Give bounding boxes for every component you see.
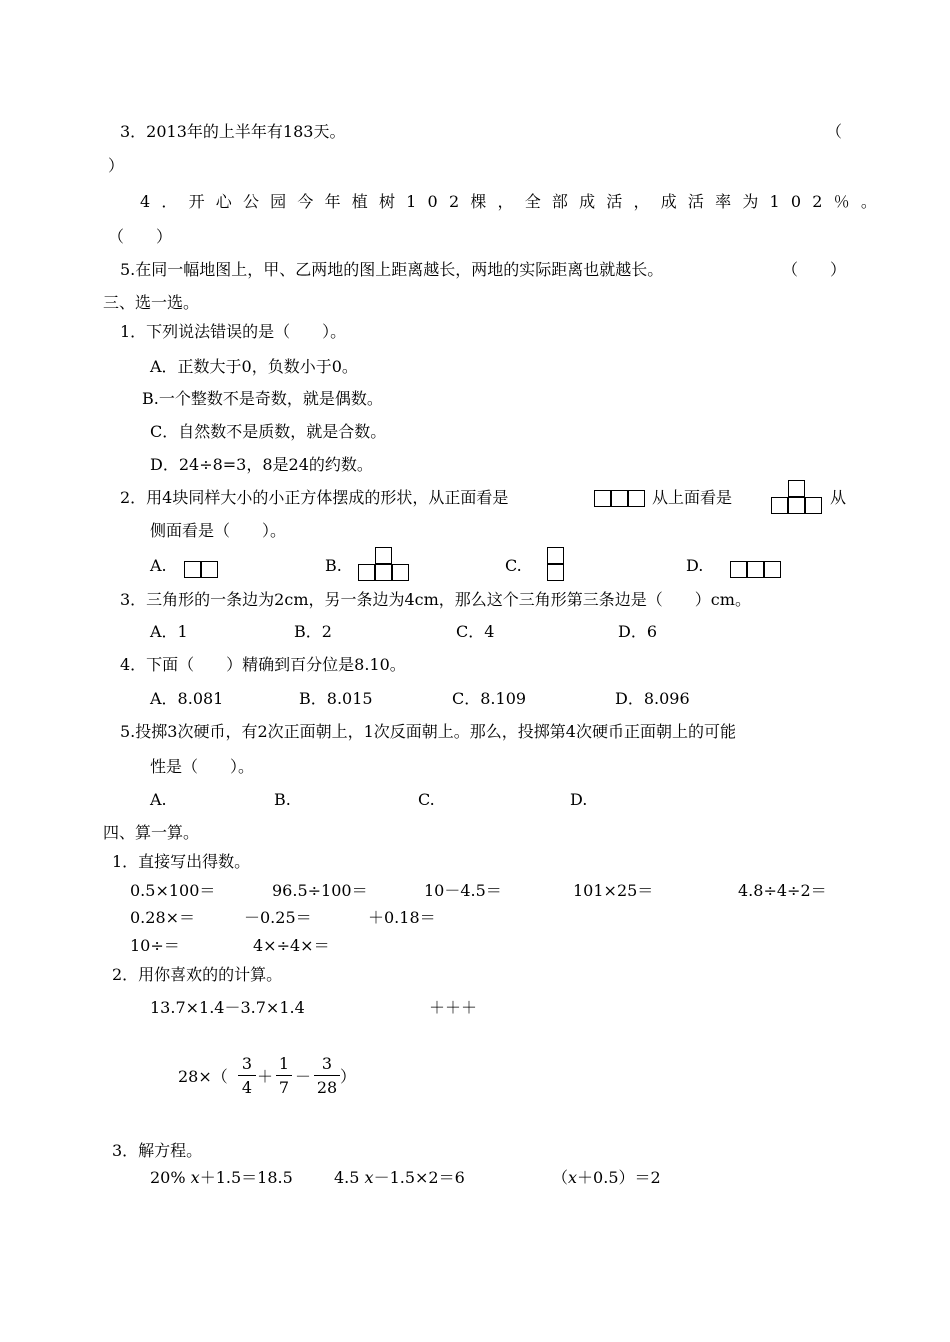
fraction-numerator: 3 <box>321 1054 333 1073</box>
s4-q1-title: 1．直接写出得数。 <box>112 852 251 871</box>
s3-q4-option-b: B．8.015 <box>299 689 373 708</box>
calc-item: 0.5×100＝ <box>130 881 216 900</box>
s3-q1-stem: 1．下列说法错误的是（ ）。 <box>120 322 347 341</box>
s4-q2-title: 2．用你喜欢的的计算。 <box>112 965 283 984</box>
s3-q4-option-c: C．8.109 <box>452 689 527 708</box>
calc-item: －0.25＝ <box>244 908 312 927</box>
calc-item: 4×÷4×＝ <box>253 936 330 955</box>
judge-q3-paren-close: ） <box>108 156 125 175</box>
judge-q5: 5.在同一幅地图上，甲、乙两地的图上距离越长，两地的实际距离也就越长。 <box>120 260 664 279</box>
s3-q1-option-b: B.一个整数不是奇数，就是偶数。 <box>142 389 383 408</box>
fraction <box>276 1054 292 1098</box>
s3-q2-option-c: C. <box>505 556 522 575</box>
calc-item: 96.5÷100＝ <box>272 881 368 900</box>
s3-q3-option-c: C．4 <box>456 622 495 641</box>
calc-item: 0.28×＝ <box>130 908 196 927</box>
fraction-denominator: 4 <box>241 1078 253 1097</box>
s4-q2-expr2: ＋＋＋ <box>429 998 478 1017</box>
calc-item: 101×25＝ <box>573 881 654 900</box>
s3-q2-stem-part2: 从上面看是 <box>652 488 733 507</box>
operator: ＋ <box>257 1067 274 1086</box>
judge-q3: 3．2013年的上半年有183天。 <box>120 122 346 141</box>
s3-q5-option-a: A. <box>150 790 167 809</box>
calc-item: ＋0.18＝ <box>368 908 436 927</box>
s3-q5-option-c: C. <box>418 790 435 809</box>
fraction-denominator: 28 <box>316 1078 338 1097</box>
s4-q2-expr3-suffix: ） <box>340 1067 357 1086</box>
option-c-figure <box>547 547 565 582</box>
s3-q3-option-d: D．6 <box>618 622 658 641</box>
fraction-numerator: 1 <box>278 1054 290 1073</box>
judge-q5-paren: （ ） <box>782 260 847 279</box>
eq1-var: x <box>190 1168 200 1187</box>
operator: － <box>295 1067 312 1086</box>
s3-q2-stem-part3: 从 <box>830 488 847 507</box>
equation-3 <box>552 1168 661 1188</box>
section4-title: 四、算一算。 <box>103 823 200 842</box>
equation-1 <box>150 1168 293 1188</box>
s4-q2-expr1: 13.7×1.4－3.7×1.4 <box>150 998 305 1017</box>
s3-q4-option-a: A．8.081 <box>150 689 224 708</box>
option-b-figure <box>358 547 410 582</box>
s3-q3-option-a: A．1 <box>150 622 188 641</box>
s3-q3-stem: 3．三角形的一条边为2cm，另一条边为4cm，那么这个三角形第三条边是（ ）cm。 <box>120 590 751 609</box>
s3-q1-option-a: A．正数大于0，负数小于0。 <box>150 357 358 376</box>
equation-2 <box>334 1168 465 1188</box>
eq3-var: x <box>568 1168 578 1187</box>
s3-q5-stem: 5.投掷3次硬币，有2次正面朝上，1次反面朝上。那么，投掷第4次硬币正面朝上的可能 <box>120 722 736 741</box>
fraction-denominator: 7 <box>278 1078 290 1097</box>
fraction <box>238 1054 256 1098</box>
fraction-numerator: 3 <box>241 1054 253 1073</box>
eq1-coef: 20% <box>150 1168 186 1187</box>
s3-q2-stem-line2: 侧面看是（ ）。 <box>150 521 287 540</box>
eq2-coef: 4.5 <box>334 1168 360 1187</box>
s3-q5-stem-line2: 性是（ ）。 <box>150 757 255 776</box>
calc-item: 10－4.5＝ <box>424 881 502 900</box>
s3-q4-stem: 4．下面（ ）精确到百分位是8.10。 <box>120 655 406 674</box>
eq2-rest: －1.5×2＝6 <box>373 1168 465 1187</box>
front-view-figure <box>594 490 646 508</box>
s3-q4-option-d: D．8.096 <box>615 689 690 708</box>
eq3-rest: ＋0.5）＝2 <box>577 1168 661 1187</box>
s3-q1-option-d: D．24÷8=3，8是24的约数。 <box>150 455 373 474</box>
eq2-var: x <box>364 1168 374 1187</box>
section3-title: 三、选一选。 <box>103 293 200 312</box>
s3-q2-stem-part1: 2．用4块同样大小的小正方体摆成的形状，从正面看是 <box>120 488 509 507</box>
option-d-figure <box>730 561 782 579</box>
eq1-rest: ＋1.5＝18.5 <box>199 1168 293 1187</box>
judge-q4: 4．开心公园今年植树102棵，全部成活，成活率为102％。 <box>140 192 889 211</box>
s3-q1-option-c: C．自然数不是质数，就是合数。 <box>150 422 387 441</box>
top-view-figure <box>771 480 823 515</box>
s3-q3-option-b: B．2 <box>294 622 332 641</box>
s3-q5-option-d: D. <box>570 790 588 809</box>
judge-q4-paren: （ ） <box>108 227 173 246</box>
calc-item: 10÷＝ <box>130 936 180 955</box>
s3-q2-option-d: D. <box>686 556 704 575</box>
eq3-open: （ <box>552 1168 569 1187</box>
s4-q3-title: 3．解方程。 <box>112 1141 203 1160</box>
s3-q5-option-b: B. <box>274 790 291 809</box>
fraction <box>314 1054 340 1098</box>
s4-q2-expr3-prefix: 28×（ <box>178 1067 228 1086</box>
s3-q2-option-b: B. <box>325 556 342 575</box>
s3-q2-option-a: A. <box>150 556 167 575</box>
option-a-figure <box>184 561 219 579</box>
judge-q3-paren-open: （ <box>826 122 843 141</box>
calc-item: 4.8÷4÷2＝ <box>738 881 827 900</box>
